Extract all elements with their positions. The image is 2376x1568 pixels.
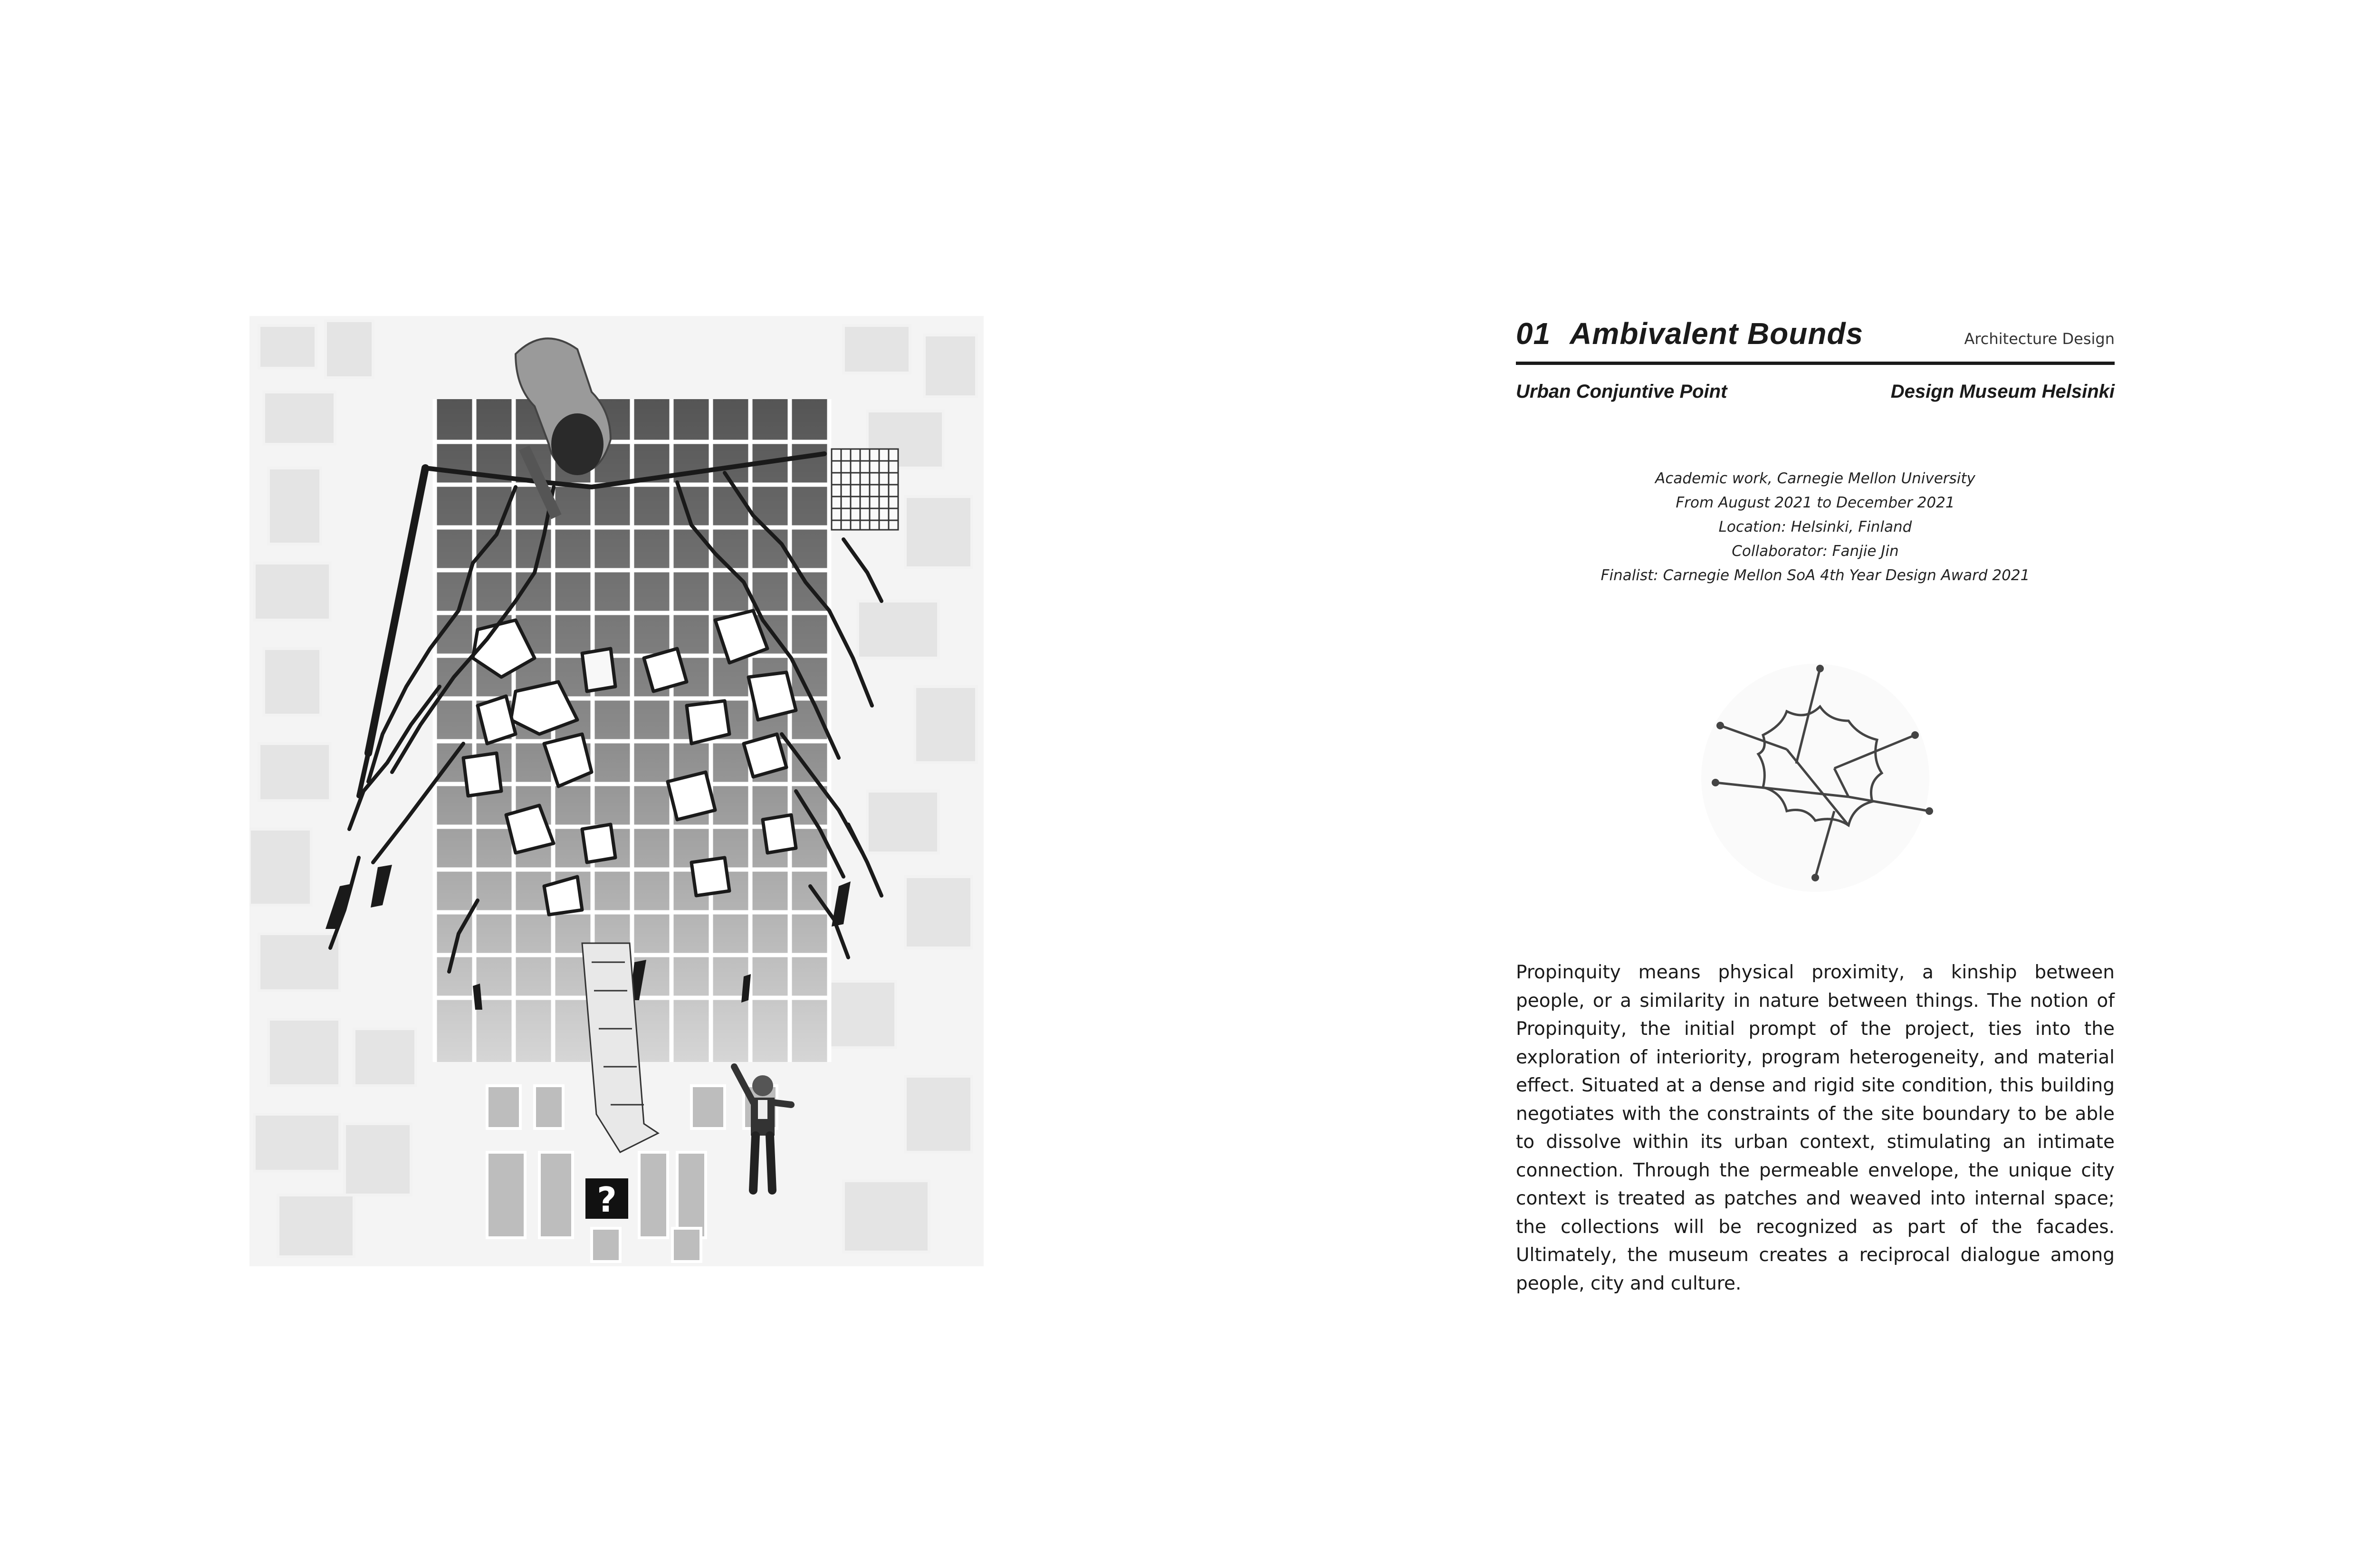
project-description-column xyxy=(1516,316,2115,1316)
question-mark-label: ? xyxy=(597,1180,617,1220)
info-line-award: Finalist: Carnegie Mellon SoA 4th Year Design Award 2021 xyxy=(1600,567,2030,584)
site-collage-image xyxy=(249,316,984,1266)
subtitle-row xyxy=(1516,381,2115,402)
small-grid-frame xyxy=(832,449,898,530)
project-name: Ambivalent Bounds xyxy=(1570,316,1864,351)
title-row xyxy=(1516,316,2115,365)
info-line-collaborator: Collaborator: Fanjie Jin xyxy=(1732,543,1899,560)
info-line-location: Location: Helsinki, Finland xyxy=(1718,518,1912,535)
project-category: Architecture Design xyxy=(1964,330,2115,348)
info-line-institution: Academic work, Carnegie Mellon University xyxy=(1655,470,1975,487)
project-info xyxy=(1516,467,2115,588)
question-block xyxy=(585,1178,628,1220)
concept-diagram xyxy=(1692,654,1939,901)
subtitle-left: Urban Conjuntive Point xyxy=(1516,381,1727,402)
project-title xyxy=(1516,316,1863,351)
info-line-dates: From August 2021 to December 2021 xyxy=(1676,494,1955,511)
project-description-text: Propinquity means physical proximity, a kinship between people, or a similarity in nature between things. The notion of Propinquity, the initial prompt of the project, ties into the exploration of interiority, program heterogeneity, and material effect. Situated at a dense and rigid site condition, this building negotiates with the constraints of the site boundary to be able to dissolve within its urban context, stimulating an intimate connection. Through the permeable envelope, the unique city context is treated as patches and weaved into internal space; the collections will be recognized as part of the facades. Ultimately, the museum creates a reciprocal dialogue among people, city and culture. xyxy=(1516,962,2115,1294)
subtitle-right: Design Museum Helsinki xyxy=(1890,381,2115,402)
project-number: 01 xyxy=(1516,316,1551,351)
